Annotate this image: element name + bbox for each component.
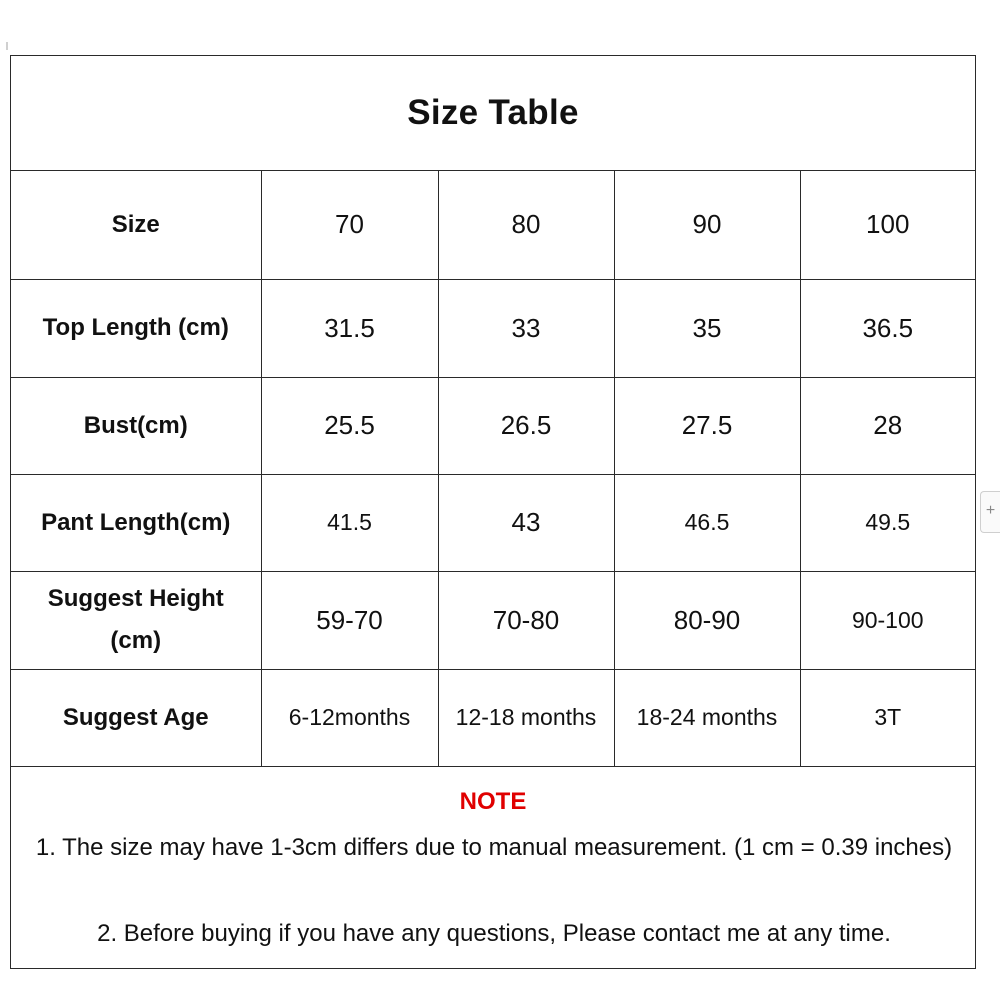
row-label-bust: Bust(cm) bbox=[11, 377, 261, 474]
size-table bbox=[11, 171, 975, 767]
row-label-suggest-height: Suggest Height (cm) bbox=[11, 571, 261, 669]
side-expand-tab[interactable] bbox=[980, 491, 1000, 533]
plus-icon: + bbox=[985, 502, 996, 519]
table-cell: 90-100 bbox=[800, 571, 975, 669]
table-cell: 49.5 bbox=[800, 474, 975, 571]
table-cell: 18-24 months bbox=[614, 669, 800, 766]
note-title: NOTE bbox=[459, 788, 527, 815]
table-cell: 31.5 bbox=[261, 279, 438, 377]
row-label-top-length: Top Length (cm) bbox=[11, 279, 261, 377]
table-cell: 26.5 bbox=[438, 377, 614, 474]
table-cell: 80 bbox=[438, 171, 614, 279]
note-section bbox=[11, 766, 975, 968]
note-line-1: 1. The size may have 1-3cm differs due to manual measurement. (1 cm = 0.39 inches) bbox=[35, 834, 953, 861]
title-row bbox=[11, 56, 975, 171]
table-row-size bbox=[11, 171, 975, 279]
row-label-pant-length: Pant Length(cm) bbox=[11, 474, 261, 571]
size-table-frame bbox=[10, 55, 976, 969]
table-row-suggest-height bbox=[11, 571, 975, 669]
note-line-2: 2. Before buying if you have any questions, Please contact me at any time. bbox=[97, 920, 891, 947]
table-cell: 3T bbox=[800, 669, 975, 766]
corner-mark bbox=[6, 42, 8, 50]
table-cell: 90 bbox=[614, 171, 800, 279]
row-label-suggest-age: Suggest Age bbox=[11, 669, 261, 766]
table-cell: 28 bbox=[800, 377, 975, 474]
table-cell: 43 bbox=[438, 474, 614, 571]
table-cell: 33 bbox=[438, 279, 614, 377]
table-cell: 59-70 bbox=[261, 571, 438, 669]
table-row-top-length bbox=[11, 279, 975, 377]
table-row-suggest-age bbox=[11, 669, 975, 766]
table-cell: 12-18 months bbox=[438, 669, 614, 766]
table-cell: 100 bbox=[800, 171, 975, 279]
row-label-size: Size bbox=[11, 171, 261, 279]
table-cell: 70 bbox=[261, 171, 438, 279]
table-cell: 6-12months bbox=[261, 669, 438, 766]
table-cell: 27.5 bbox=[614, 377, 800, 474]
table-row-pant-length bbox=[11, 474, 975, 571]
table-cell: 80-90 bbox=[614, 571, 800, 669]
table-cell: 70-80 bbox=[438, 571, 614, 669]
table-title: Size Table bbox=[407, 93, 579, 132]
table-cell: 41.5 bbox=[261, 474, 438, 571]
table-cell: 25.5 bbox=[261, 377, 438, 474]
table-cell: 36.5 bbox=[800, 279, 975, 377]
table-cell: 46.5 bbox=[614, 474, 800, 571]
table-row-bust bbox=[11, 377, 975, 474]
table-cell: 35 bbox=[614, 279, 800, 377]
